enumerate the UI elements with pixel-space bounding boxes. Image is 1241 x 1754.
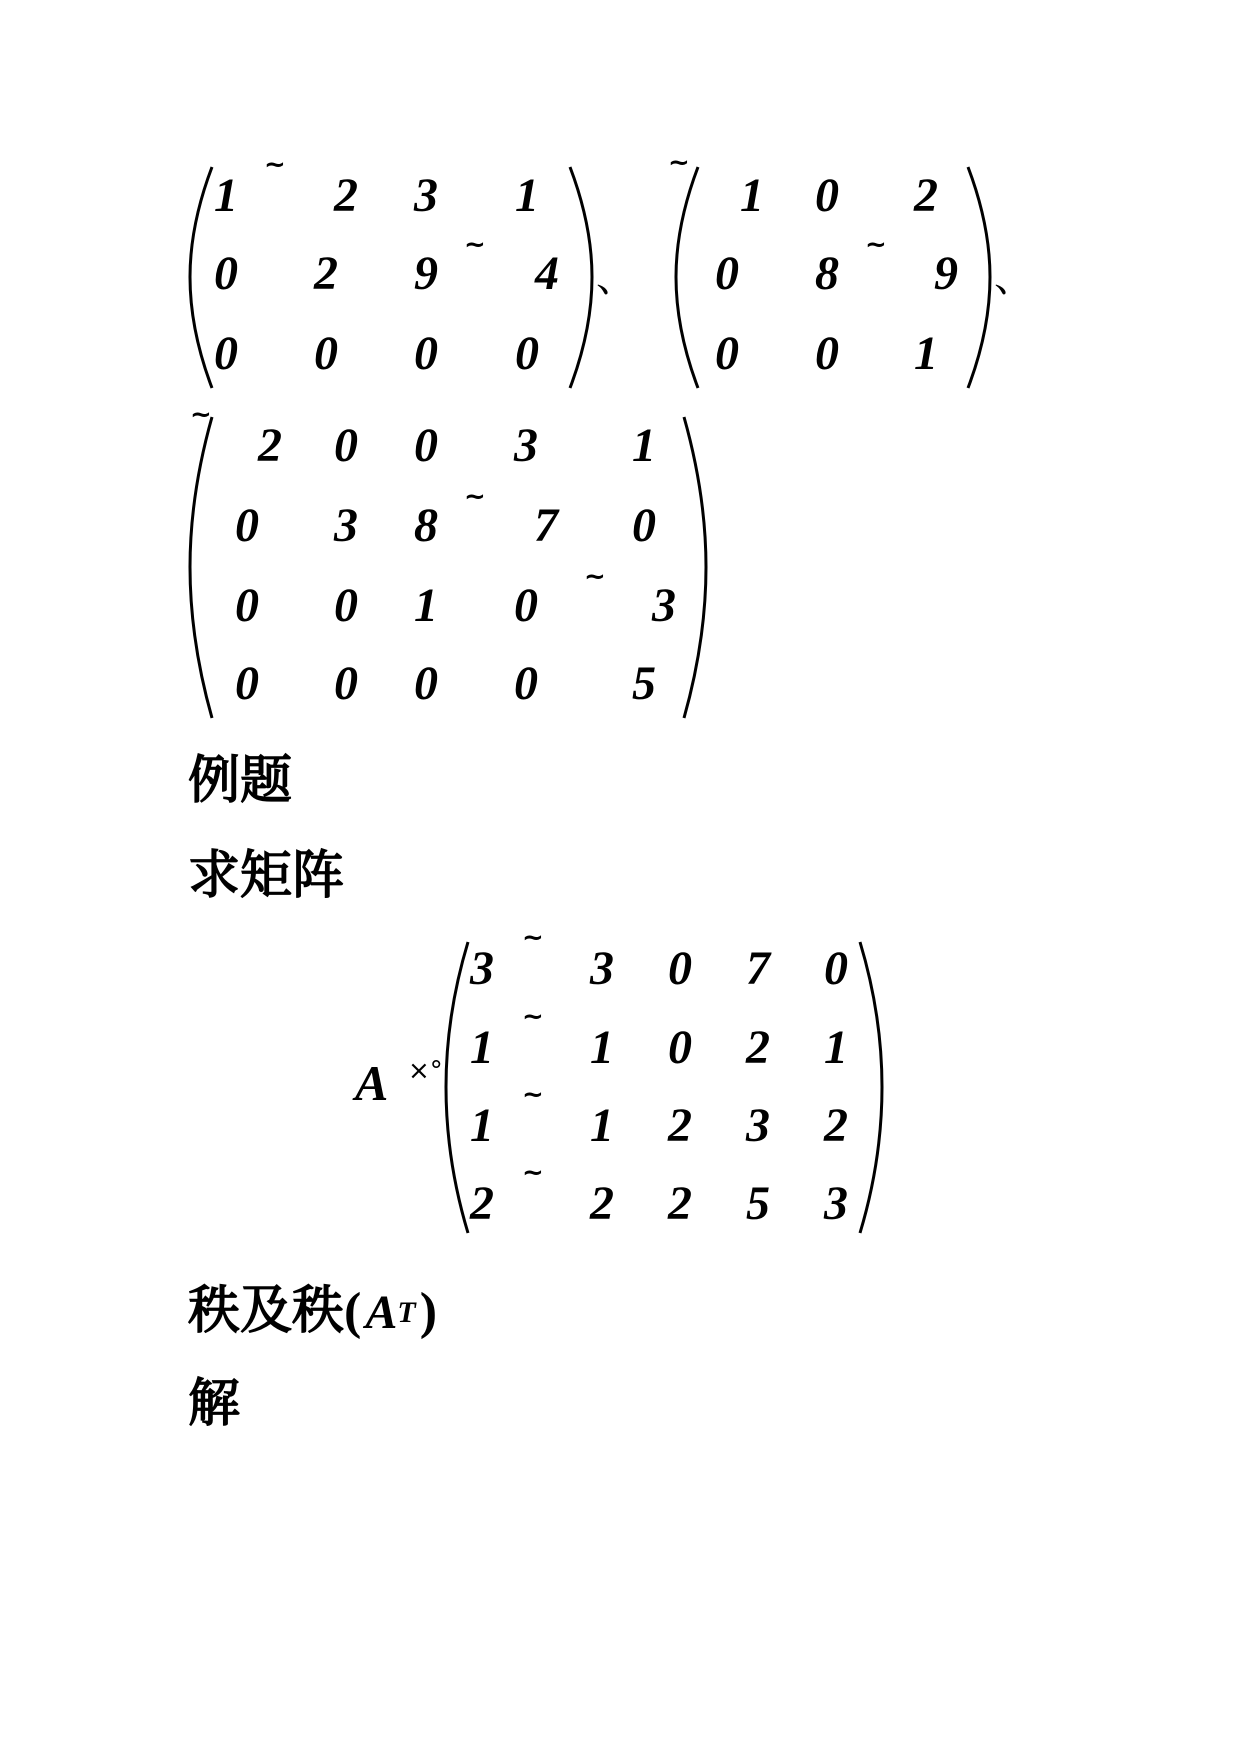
m2-r2c2: 1 (914, 327, 938, 380)
ma-r1c1: 1 (590, 1021, 614, 1074)
rank-word-1: 秩 (188, 1281, 241, 1341)
ma-r2c3: 3 (746, 1099, 770, 1152)
conjunction-word: 及 (240, 1281, 293, 1341)
m3-r3c1: 0 (334, 657, 358, 710)
ma-r1c0: 1 (470, 1021, 494, 1074)
matrix-a-name: A (355, 1055, 389, 1111)
m3-r2c1: 0 (334, 579, 358, 632)
m1-r2c3: 0 (515, 327, 539, 380)
m2-r2c1: 0 (815, 327, 839, 380)
m3-tilde-1: ~ (190, 400, 212, 430)
ma-r1c4: 1 (824, 1021, 848, 1074)
ma-tilde-4: ~ (522, 1158, 544, 1188)
rank-line (188, 1282, 437, 1342)
m3-r2c3: 0 (514, 579, 538, 632)
solution-label: 解 (188, 1374, 241, 1434)
m3-r3c4: 5 (632, 657, 656, 710)
m1-r1c2: 9 (414, 247, 438, 300)
ma-r1c2: 0 (668, 1021, 692, 1074)
ma-r0c3: 7 (746, 942, 770, 995)
rank-word-2: 秩 (292, 1281, 345, 1341)
m3-r3c3: 0 (514, 657, 538, 710)
m1-r1c3: 4 (535, 247, 559, 300)
ma-r2c0: 1 (470, 1099, 494, 1152)
m1-r0c0: 1 (214, 169, 238, 222)
m2-r0c1: 0 (815, 169, 839, 222)
m2-tilde-2: ~ (865, 230, 887, 260)
m3-r1c4: 0 (632, 499, 656, 552)
transpose-variable: A (365, 1286, 398, 1339)
ma-tilde-1: ~ (522, 923, 544, 953)
matrix-a-equals-symbol: ×° (408, 1056, 443, 1086)
ma-tilde-2: ~ (522, 1002, 544, 1032)
m1-tilde-1: ~ (264, 150, 286, 180)
prompt-text: 求矩阵 (188, 846, 345, 906)
ma-r2c4: 2 (824, 1099, 848, 1152)
m3-r3c0: 0 (235, 657, 259, 710)
ma-r0c1: 3 (590, 942, 614, 995)
transpose-superscript: T (397, 1296, 416, 1329)
right-paren (856, 940, 886, 1235)
m2-tilde-1: ~ (668, 148, 690, 178)
m3-r2c0: 0 (235, 579, 259, 632)
left-paren (186, 165, 216, 390)
left-paren (186, 415, 216, 720)
ma-r3c1: 2 (590, 1177, 614, 1230)
right-paren (566, 165, 596, 390)
separator-comma-2: 、 (994, 255, 1034, 301)
m3-r1c3: 7 (534, 499, 558, 552)
m1-r0c2: 3 (414, 169, 438, 222)
m2-r0c2: 2 (914, 169, 938, 222)
close-paren: ) (419, 1283, 438, 1340)
ma-r2c2: 2 (668, 1099, 692, 1152)
m1-r2c1: 0 (314, 327, 338, 380)
m3-r0c4: 1 (632, 419, 656, 472)
m3-r1c1: 3 (334, 499, 358, 552)
m1-r0c3: 1 (515, 169, 539, 222)
m1-r2c2: 0 (414, 327, 438, 380)
right-paren (680, 415, 710, 720)
m1-r1c0: 0 (214, 247, 238, 300)
m2-r0c0: 1 (740, 169, 764, 222)
m3-r0c2: 0 (414, 419, 438, 472)
m3-r2c2: 1 (414, 579, 438, 632)
m1-r1c1: 2 (314, 247, 338, 300)
m3-tilde-2: ~ (464, 482, 486, 512)
left-paren (672, 165, 702, 390)
m3-r1c0: 0 (235, 499, 259, 552)
m3-tilde-3: ~ (584, 562, 606, 592)
m2-r1c0: 0 (715, 247, 739, 300)
ma-r3c0: 2 (470, 1177, 494, 1230)
m3-r2c4: 3 (652, 579, 676, 632)
left-paren (442, 940, 472, 1235)
ma-r0c2: 0 (668, 942, 692, 995)
m2-r1c1: 8 (815, 247, 839, 300)
ma-r0c0: 3 (470, 942, 494, 995)
m3-r3c2: 0 (414, 657, 438, 710)
m1-r0c1: 2 (334, 169, 358, 222)
m1-r2c0: 0 (214, 327, 238, 380)
m3-r0c0: 2 (258, 419, 282, 472)
m2-r1c2: 9 (934, 247, 958, 300)
right-paren (964, 165, 994, 390)
m2-r2c0: 0 (715, 327, 739, 380)
ma-r3c2: 2 (668, 1177, 692, 1230)
open-paren: ( (344, 1283, 362, 1340)
m3-r0c3: 3 (514, 419, 538, 472)
m3-r0c1: 0 (334, 419, 358, 472)
ma-r0c4: 0 (824, 942, 848, 995)
ma-tilde-3: ~ (522, 1080, 544, 1110)
ma-r2c1: 1 (590, 1099, 614, 1152)
ma-r1c3: 2 (746, 1021, 770, 1074)
ma-r3c4: 3 (824, 1177, 848, 1230)
separator-comma-1: 、 (596, 255, 636, 301)
example-heading: 例题 (188, 751, 293, 811)
m3-r1c2: 8 (414, 499, 438, 552)
m1-tilde-2: ~ (464, 230, 486, 260)
ma-r3c3: 5 (746, 1177, 770, 1230)
